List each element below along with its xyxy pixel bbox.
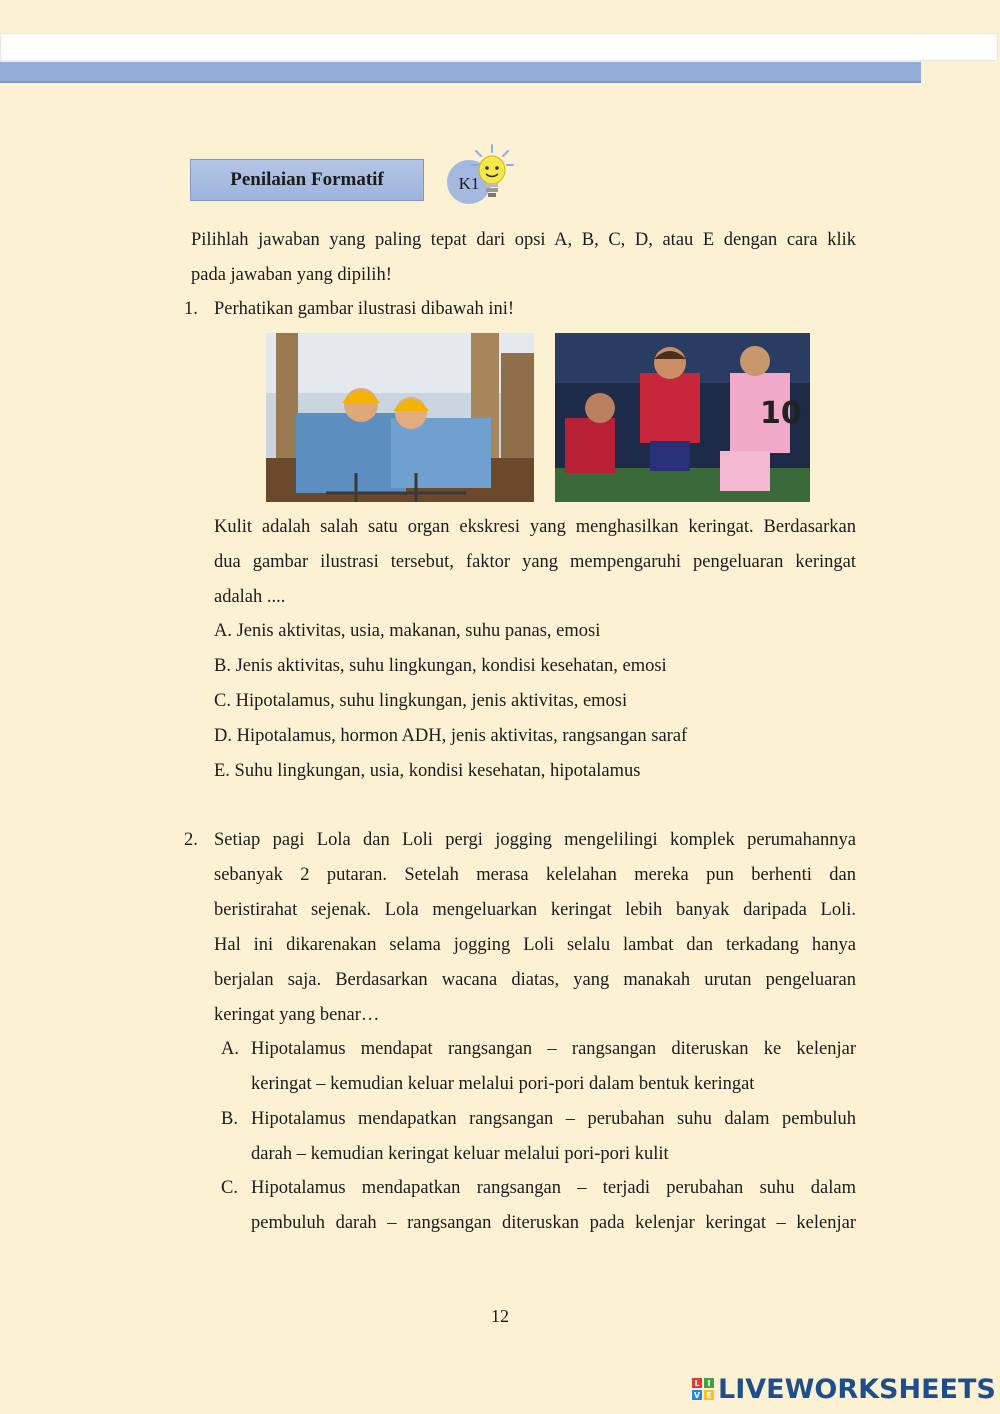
- question-2-body-line: beristirahat sejenak. Lola mengeluarkan keringat lebih banyak daripada Loli.: [214, 900, 856, 920]
- logo-letter-i: I: [704, 1378, 714, 1388]
- top-white-bar: [0, 33, 998, 61]
- instructions-line-1: Pilihlah jawaban yang paling tepat dari opsi A, B, C, D, atau E dengan cara klik: [191, 230, 856, 250]
- question-1-body-line: dua gambar ilustrasi tersebut, faktor yang mempengaruhi pengeluaran keringat: [214, 552, 856, 572]
- lightbulb-icon: [470, 143, 514, 203]
- option-line: darah – kemudian keringat keluar melalui pori-pori kulit: [251, 1144, 669, 1164]
- question-1-option-b[interactable]: B. Jenis aktivitas, suhu lingkungan, kondisi kesehatan, emosi: [214, 656, 667, 676]
- football-players-image: [555, 333, 810, 502]
- question-2-option-b-letter: B.: [221, 1109, 238, 1129]
- question-2-body-line: Hal ini dikarenakan selama jogging Loli selalu lambat dan terkadang hanya: [214, 935, 856, 955]
- question-1-option-e[interactable]: E. Suhu lingkungan, usia, kondisi kesehatan, hipotalamus: [214, 761, 641, 781]
- liveworksheets-logo-icon: [692, 1378, 714, 1400]
- question-2-option-c[interactable]: [251, 1171, 856, 1241]
- question-2-body: [214, 823, 856, 1033]
- option-line: Hipotalamus mendapatkan rangsangan – terjadi perubahan suhu dalam: [251, 1178, 856, 1198]
- logo-letter-v: V: [693, 1390, 701, 1400]
- question-2-option-b[interactable]: [251, 1102, 856, 1172]
- question-2-number: 2.: [184, 830, 198, 850]
- question-2-body-line: sebanyak 2 putaran. Setelah merasa kelelahan mereka pun berhenti dan: [214, 865, 856, 885]
- question-1-body-line: adalah ....: [214, 587, 286, 607]
- option-line: Hipotalamus mendapatkan rangsangan – perubahan suhu dalam pembuluh: [251, 1109, 856, 1129]
- question-2-option-c-letter: C.: [221, 1178, 238, 1198]
- question-2-body-line: keringat yang benar…: [214, 1005, 380, 1025]
- option-line: Hipotalamus mendapat rangsangan – rangsangan diteruskan ke kelenjar: [251, 1039, 856, 1059]
- question-1-body-line: Kulit adalah salah satu organ ekskresi yang menghasilkan keringat. Berdasarkan: [214, 517, 856, 537]
- competency-badge: K1: [447, 160, 491, 204]
- liveworksheets-logo[interactable]: [692, 1374, 996, 1404]
- question-2-body-line: berjalan saja. Berdasarkan wacana diatas, yang manakah urutan pengeluaran: [214, 970, 856, 990]
- question-2-body-line: Setiap pagi Lola dan Loli pergi jogging mengelilingi komplek perumahannya: [214, 830, 856, 850]
- question-1-option-d[interactable]: D. Hipotalamus, hormon ADH, jenis aktivitas, rangsangan saraf: [214, 726, 688, 746]
- section-title: Penilaian Formatif: [190, 159, 424, 201]
- question-2-option-a[interactable]: [251, 1032, 856, 1102]
- question-1-option-a[interactable]: A. Jenis aktivitas, usia, makanan, suhu panas, emosi: [214, 621, 601, 641]
- page-number: 12: [491, 1306, 509, 1326]
- top-blue-bar: [0, 62, 921, 83]
- svg-text:10: 10: [760, 396, 802, 431]
- liveworksheets-brand: LIVEWORKSHEETS: [718, 1373, 996, 1405]
- instructions: [191, 223, 856, 293]
- logo-letter-e: E: [704, 1390, 714, 1400]
- question-1-body: [214, 510, 856, 615]
- construction-workers-image: [266, 333, 534, 502]
- question-1-prompt: Perhatikan gambar ilustrasi dibawah ini!: [214, 299, 515, 319]
- option-line: pembuluh darah – rangsangan diteruskan pada kelenjar keringat – kelenjar: [251, 1213, 856, 1233]
- option-line: keringat – kemudian keluar melalui pori-pori dalam bentuk keringat: [251, 1074, 755, 1094]
- question-1-option-c[interactable]: C. Hipotalamus, suhu lingkungan, jenis aktivitas, emosi: [214, 691, 628, 711]
- question-2-option-a-letter: A.: [221, 1039, 239, 1059]
- question-1-options: [214, 614, 856, 789]
- logo-letter-l: L: [692, 1378, 702, 1388]
- question-1-number: 1.: [184, 299, 198, 319]
- instructions-line-2: pada jawaban yang dipilih!: [191, 265, 392, 285]
